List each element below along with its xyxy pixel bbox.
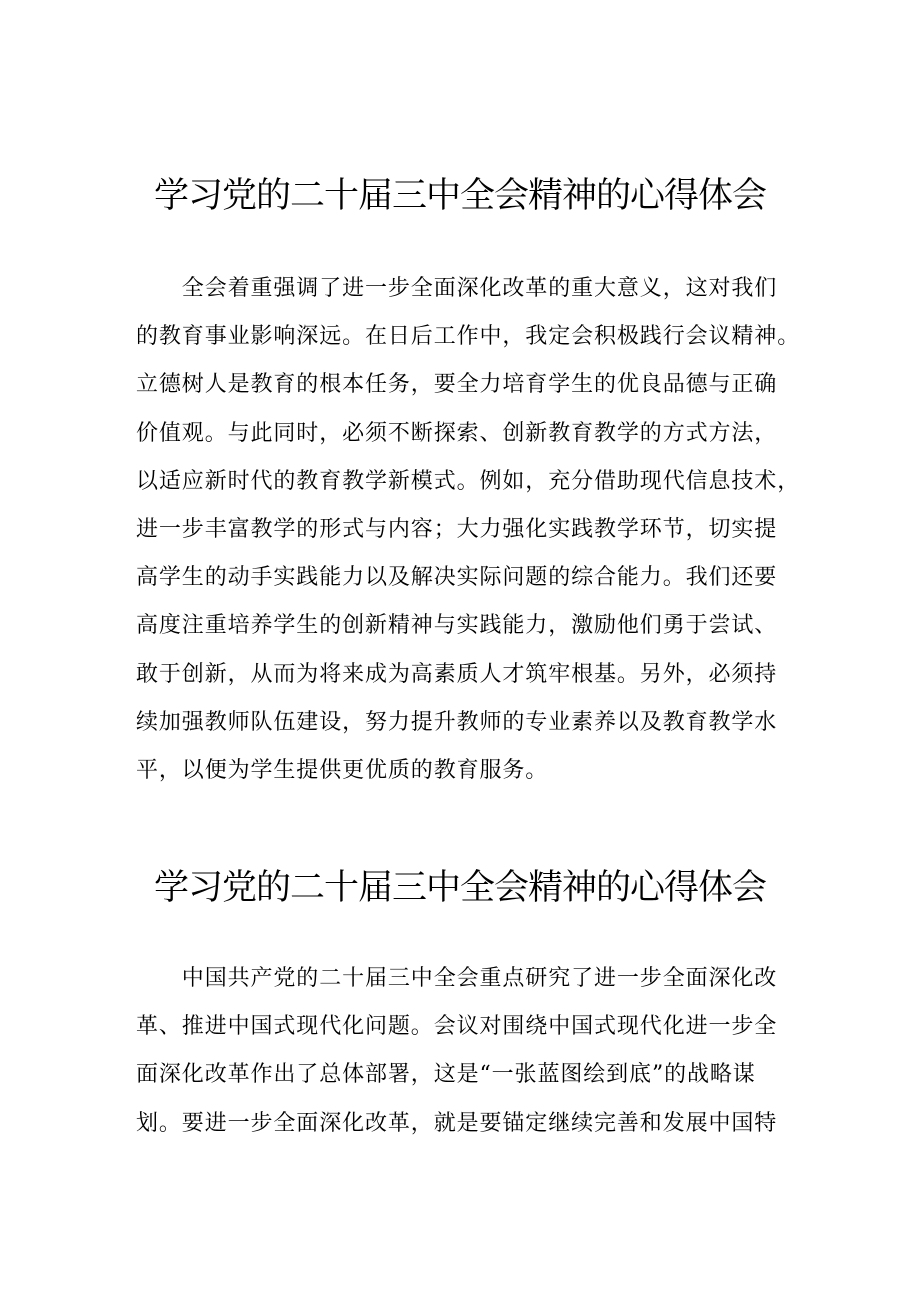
paragraph-line: 革、推进中国式现代化问题。会议对围绕中国式现代化进一步全 xyxy=(136,1014,778,1040)
paragraph-line: 续加强教师队伍建设，努力提升教师的专业素养以及教育教学水 xyxy=(136,709,778,735)
paragraph-line: 划。要进一步全面深化改革，就是要锚定继续完善和发展中国特 xyxy=(136,1110,778,1136)
section-2-title: 学习党的二十届三中全会精神的心得体会 xyxy=(153,868,766,908)
paragraph-line: 以适应新时代的教育教学新模式。例如，充分借助现代信息技术， xyxy=(136,468,801,494)
paragraph-line: 中国共产党的二十届三中全会重点研究了进一步全面深化改 xyxy=(136,966,778,991)
section-1-title: 学习党的二十届三中全会精神的心得体会 xyxy=(153,176,766,216)
paragraph-line: 立德树人是教育的根本任务，要全力培育学生的优良品德与正确 xyxy=(136,372,778,398)
section-2-paragraph xyxy=(136,955,796,1148)
paragraph-line: 面深化改革作出了总体部署，这是“一张蓝图绘到底”的战略谋 xyxy=(136,1062,756,1088)
paragraph-line: 全会着重强调了进一步全面深化改革的重大意义，这对我们 xyxy=(136,276,778,301)
paragraph-line: 平，以便为学生提供更优质的教育服务。 xyxy=(136,757,549,783)
paragraph-line: 价值观。与此同时，必须不断探索、创新教育教学的方式方法， xyxy=(136,420,778,446)
paragraph-line: 敢于创新，从而为将来成为高素质人才筑牢根基。另外，必须持 xyxy=(136,661,778,687)
section-1-paragraph xyxy=(136,265,801,795)
paragraph-line: 高学生的动手实践能力以及解决实际问题的综合能力。我们还要 xyxy=(136,565,778,591)
paragraph-line: 进一步丰富教学的形式与内容；大力强化实践教学环节，切实提 xyxy=(136,516,778,542)
paragraph-line: 高度注重培养学生的创新精神与实践能力，激励他们勇于尝试、 xyxy=(136,613,778,639)
paragraph-line: 的教育事业影响深远。在日后工作中，我定会积极践行会议精神。 xyxy=(136,324,801,350)
